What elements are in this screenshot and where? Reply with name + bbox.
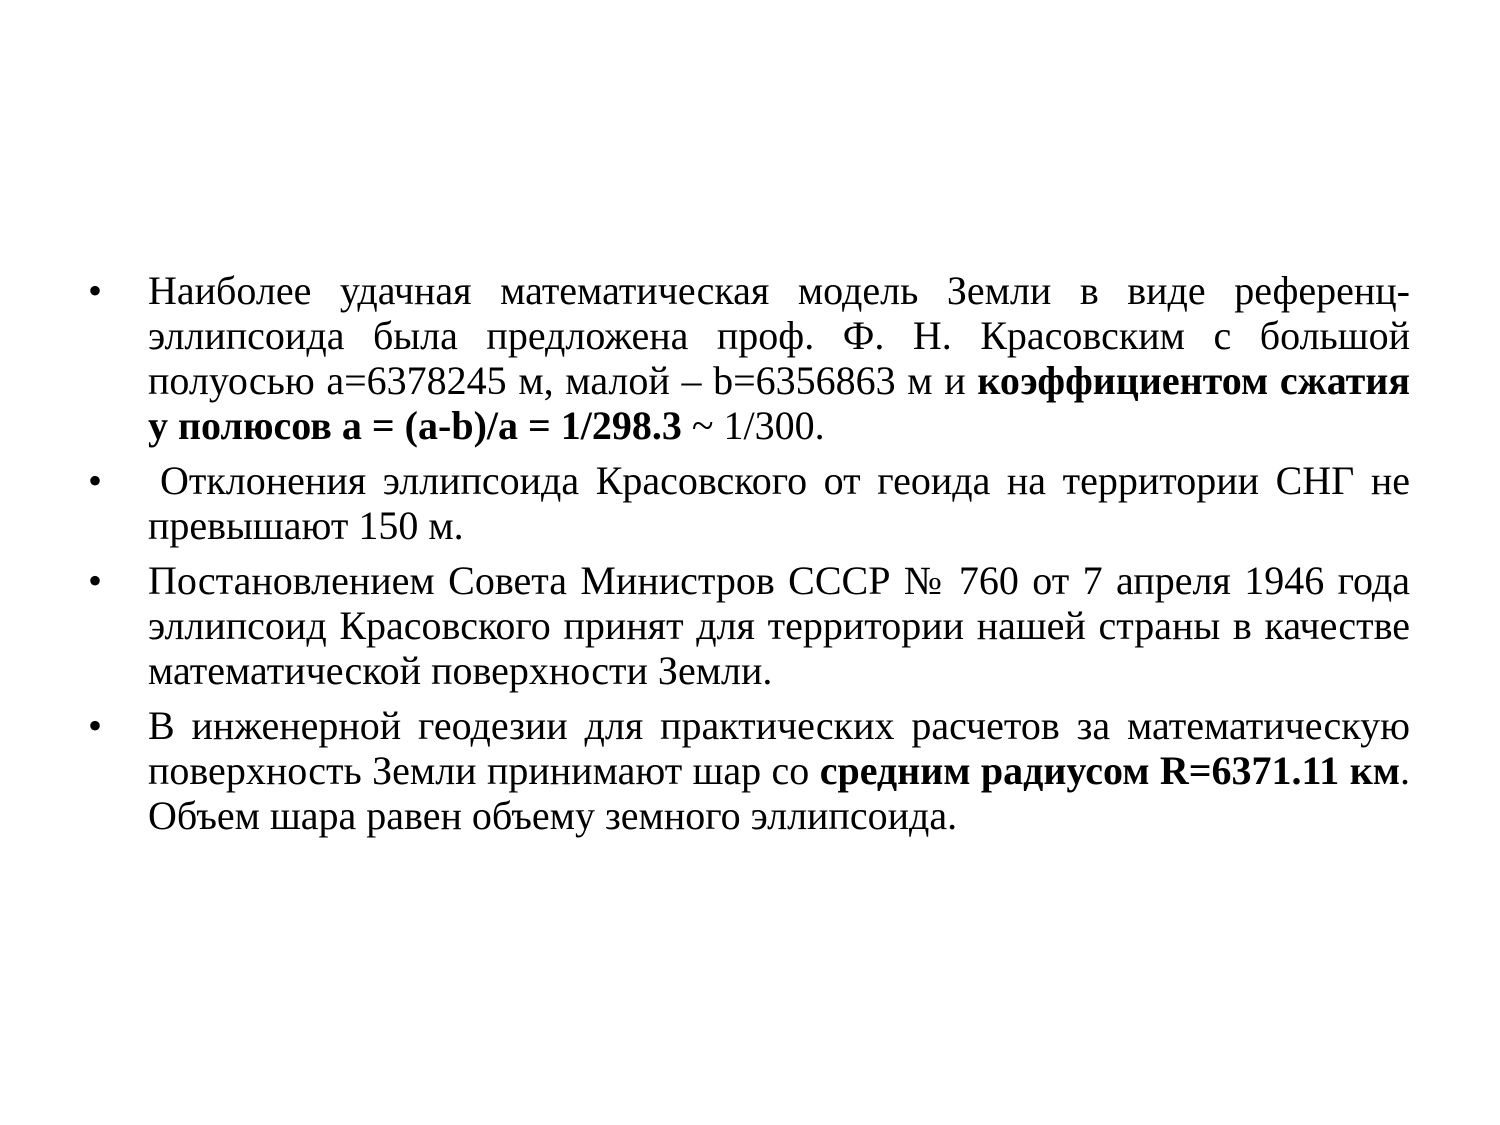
bullet-item-mean-radius bbox=[88, 703, 1410, 838]
bullet-bold-text: средним радиусом R=6371.11 км bbox=[819, 748, 1400, 793]
bullet-text: Отклонения эллипсоида Красовского от геоида на территории СНГ не превышают 150 м. bbox=[148, 458, 1410, 548]
bullet-bold-text: коэффициентом сжатия у полюсов a = (a-b)/a = 1/298.3 bbox=[148, 358, 1410, 448]
bullet-text: В инженерной геодезии для практических расчетов за математическую поверхность Земли принимают шар со bbox=[148, 703, 1410, 793]
bullet-list bbox=[88, 268, 1410, 848]
bullet-item-krasovsky-model bbox=[88, 268, 1410, 448]
bullet-text: Наиболее удачная математическая модель Земли в виде референц-эллипсоида была предложена проф. Ф. Н. Красовским с большой полуосью a=6378245 м, малой – b=6356863 м и bbox=[148, 268, 1410, 403]
bullet-item-resolution bbox=[88, 558, 1410, 693]
bullet-text: Постановлением Совета Министров СССР № 760 от 7 апреля 1946 года эллипсоид Красовского принят для территории нашей страны в качестве математической поверхности Земли. bbox=[148, 558, 1410, 693]
bullet-text: ~ 1/300. bbox=[681, 403, 825, 448]
bullet-item-geoid-deviation bbox=[88, 458, 1410, 548]
bullet-text: . Объем шара равен объему земного эллипсоида. bbox=[148, 748, 1410, 838]
